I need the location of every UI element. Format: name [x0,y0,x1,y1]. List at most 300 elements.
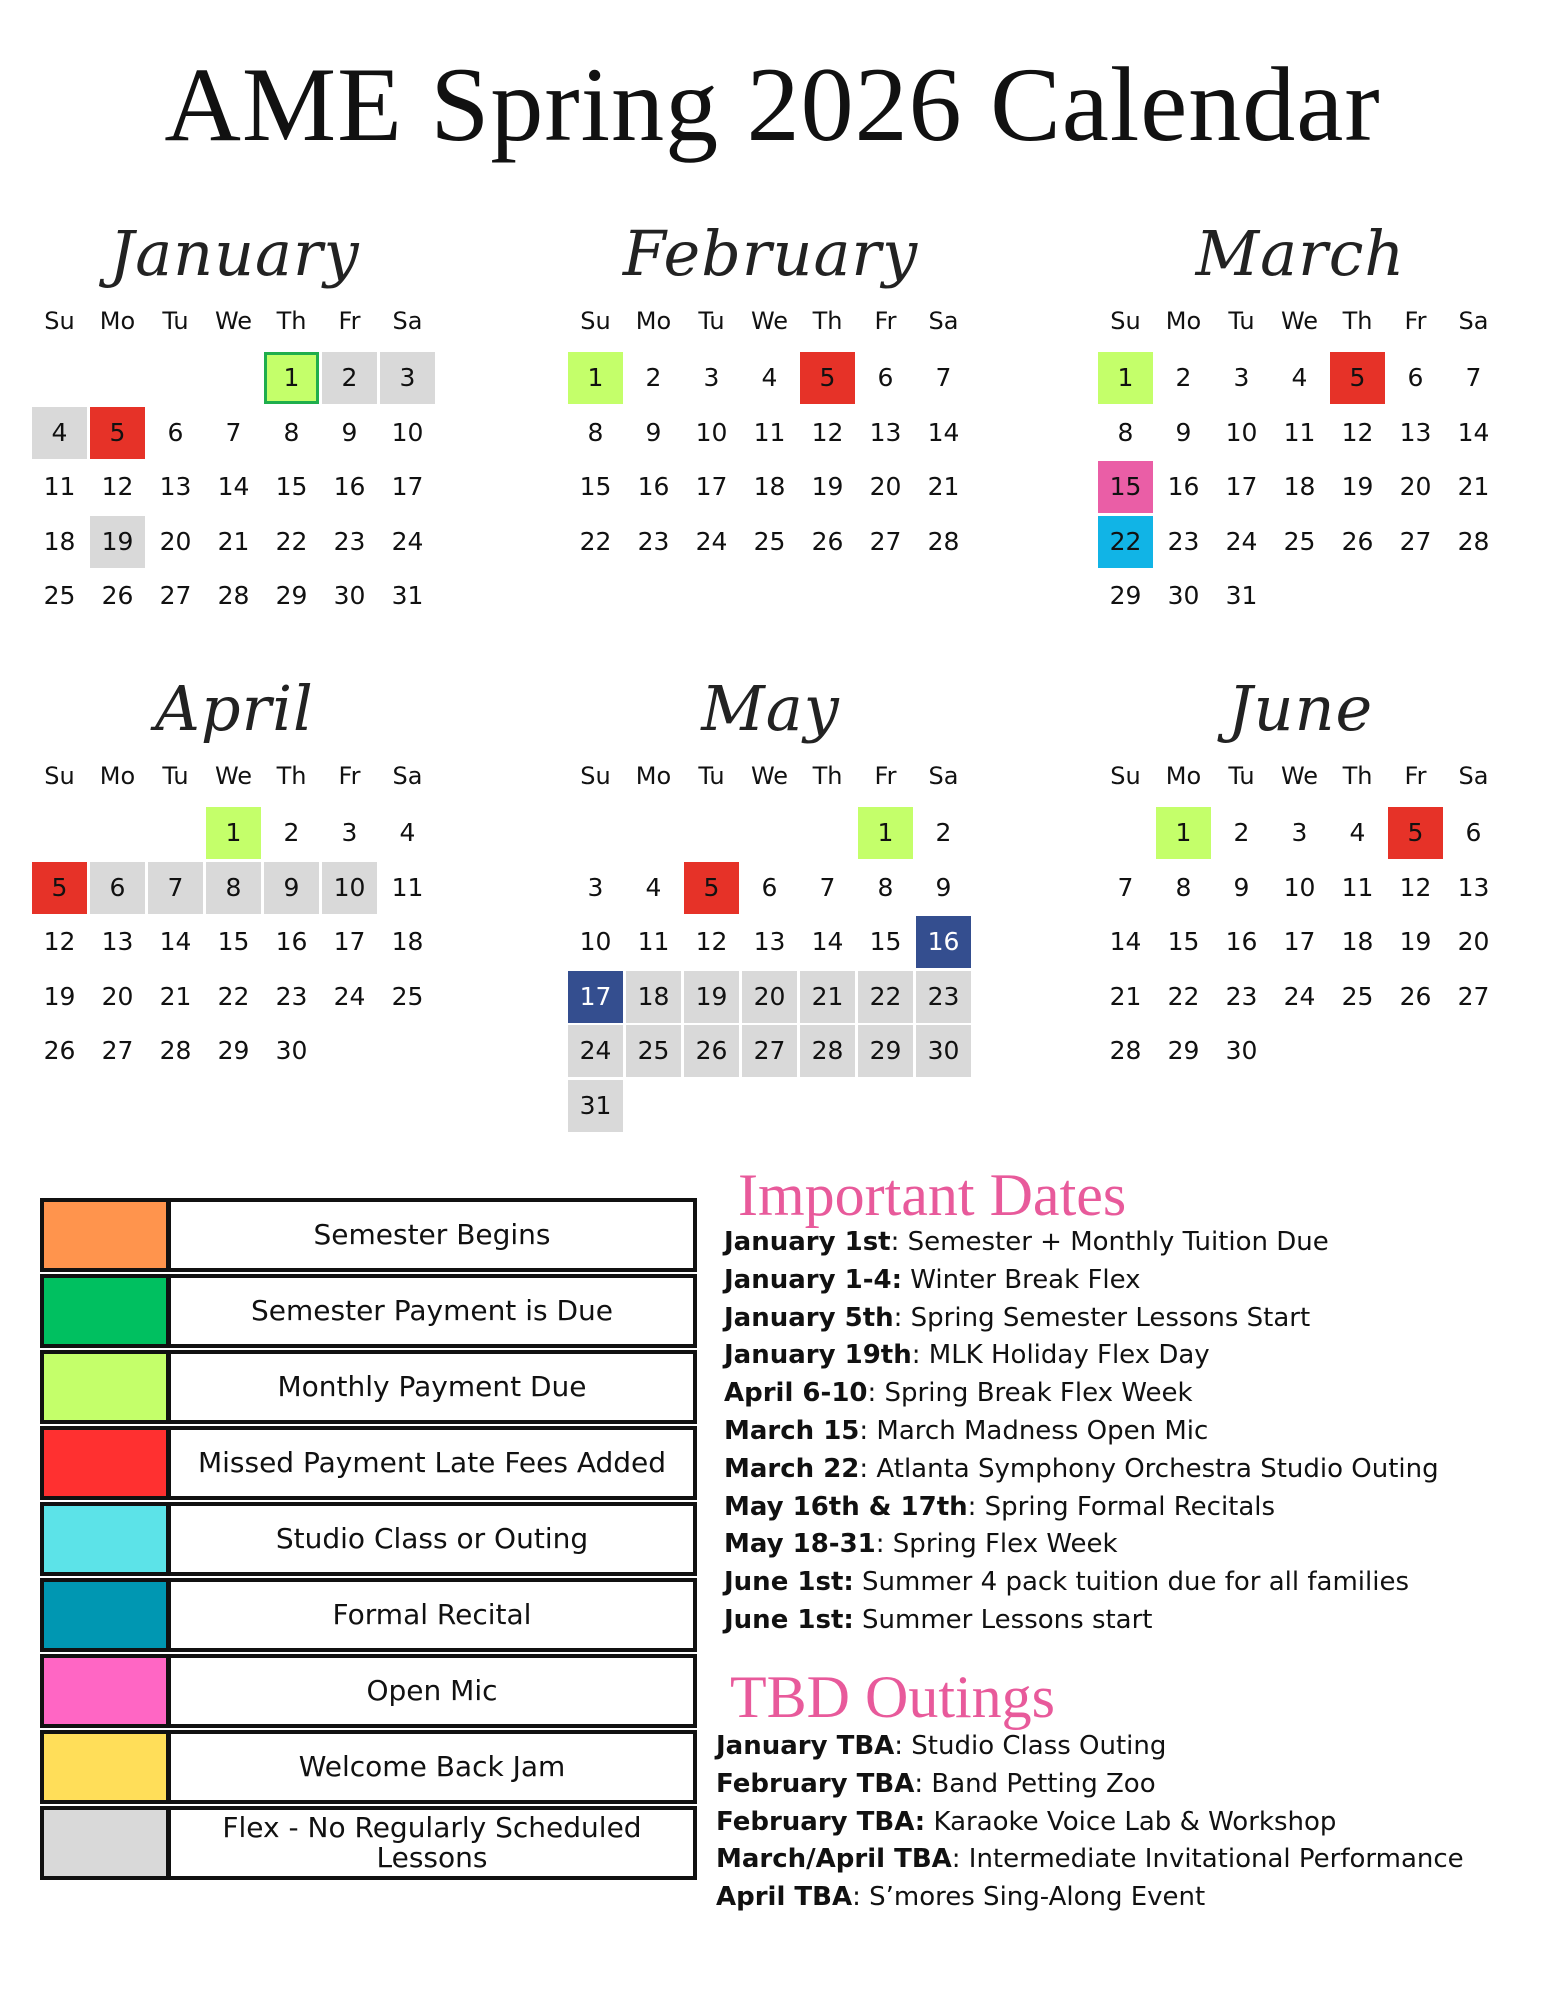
weekday-header: Tu [698,762,725,790]
day-cell: 16 [916,916,971,968]
legend-swatch [40,1730,170,1804]
day-cell: 14 [927,417,960,447]
day-cell: 3 [587,872,604,902]
day-cell: 8 [587,417,604,447]
day-cell: 16 [275,927,308,956]
date-description: : Spring Semester Lessons Start [893,1302,1311,1333]
day-cell: 5 [1388,807,1443,859]
date-description: : MLK Holiday Flex Day [911,1340,1210,1371]
date-item [716,1843,1464,1875]
day-cell: 23 [333,526,366,556]
weekday-header: We [750,307,789,335]
day-cell: 19 [684,971,739,1023]
day-cell: 7 [1117,872,1134,902]
date-label: March/April TBA [716,1844,952,1875]
legend-label: Semester Begins [170,1198,697,1272]
weekday-header: Mo [99,307,136,335]
weekday-header: We [1280,307,1319,335]
date-label: May 18-31 [724,1529,876,1560]
day-cell: 17 [391,472,424,501]
day-cell: 12 [1399,872,1432,902]
day-cell: 8 [283,417,300,447]
date-item [716,1881,1205,1913]
month-name: January [109,217,360,290]
date-item [724,1566,1409,1598]
weekday-header: Th [812,762,843,790]
day-cell: 1 [858,807,913,859]
date-description: Summer Lessons start [853,1605,1153,1635]
day-cell: 15 [869,927,902,956]
day-cell: 17 [333,927,366,956]
day-cell: 10 [322,862,377,914]
day-cell: 15 [579,472,612,501]
date-item [716,1806,1336,1838]
day-cell: 12 [811,417,844,447]
page-title: AME Spring 2026 Calendar [164,46,1381,163]
date-item [724,1604,1153,1636]
day-cell: 4 [1349,818,1366,847]
day-cell: 27 [101,1036,134,1065]
day-cell: 29 [1109,581,1142,610]
day-cell: 3 [380,352,435,404]
day-cell: 17 [1283,927,1316,956]
day-cell: 23 [275,981,308,1011]
legend-row [40,1654,697,1728]
legend-row [40,1198,697,1272]
weekday-header: Tu [162,762,189,790]
date-description: : Intermediate Invitational Performance [951,1844,1464,1875]
day-cell: 3 [1233,363,1250,392]
day-cell: 28 [927,526,960,556]
day-cell: 30 [1167,581,1200,610]
day-cell: 20 [742,971,797,1023]
day-cell: 6 [1465,818,1482,847]
day-cell: 4 [761,363,778,392]
month-name: May [701,672,840,745]
day-cell: 8 [877,872,894,902]
day-cell: 23 [637,526,670,556]
day-cell: 9 [1233,872,1250,902]
day-cell: 11 [753,417,786,447]
legend-label: Monthly Payment Due [170,1350,697,1424]
day-cell: 21 [927,472,960,501]
day-cell: 22 [858,971,913,1023]
day-cell: 30 [1225,1036,1258,1065]
day-cell: 25 [1341,981,1374,1011]
day-cell: 7 [1465,363,1482,392]
weekday-header: Fr [338,762,361,790]
day-cell: 14 [1109,927,1142,956]
day-cell: 25 [753,526,786,556]
weekday-header: Su [1110,762,1141,790]
day-cell: 24 [695,526,728,556]
date-label: January 5th [724,1302,894,1333]
weekday-header: Sa [1458,762,1489,790]
date-label: February TBA [716,1768,915,1799]
date-label: January TBA [716,1731,895,1761]
date-item [724,1491,1275,1523]
legend-swatch [40,1198,170,1272]
day-cell: 26 [684,1025,739,1077]
day-cell: 30 [333,581,366,610]
weekday-header: Mo [635,762,672,790]
day-cell: 22 [579,526,612,556]
weekday-header: Tu [1228,762,1255,790]
day-cell: 5 [800,352,855,404]
legend-swatch [40,1578,170,1652]
day-cell: 18 [1341,927,1374,956]
day-cell: 22 [1098,516,1153,568]
date-description: : Atlanta Symphony Orchestra Studio Outing [859,1453,1439,1484]
date-item [724,1453,1439,1485]
important-dates-heading: Important Dates [738,1162,1127,1228]
month-may [568,663,988,1120]
day-cell: 11 [1341,872,1374,902]
weekday-header: Mo [1165,307,1202,335]
date-label: June 1st: [724,1605,854,1635]
day-cell: 8 [1175,872,1192,902]
weekday-header: Sa [392,307,423,335]
day-cell: 27 [1457,981,1490,1011]
weekday-header: Su [44,762,75,790]
weekday-header: We [214,307,253,335]
date-item [724,1302,1310,1334]
day-cell: 31 [568,1080,623,1132]
date-description: Winter Break Flex [901,1264,1141,1295]
day-cell: 9 [645,417,662,447]
day-cell: 10 [695,417,728,447]
date-item [724,1377,1193,1409]
day-cell: 26 [1399,981,1432,1011]
day-cell: 12 [43,927,76,956]
legend-label: Semester Payment is Due [170,1274,697,1348]
day-cell: 9 [264,862,319,914]
weekday-header: Th [1342,762,1373,790]
date-description: : Spring Formal Recitals [967,1491,1276,1522]
day-cell: 5 [90,407,145,459]
day-cell: 21 [217,526,250,556]
weekday-header: Su [580,307,611,335]
weekday-header: Sa [928,307,959,335]
weekday-header: Th [1342,307,1373,335]
day-cell: 15 [1098,461,1153,513]
weekday-header: Th [812,307,843,335]
weekday-header: We [214,762,253,790]
day-cell: 22 [1167,981,1200,1011]
day-cell: 1 [1098,352,1153,404]
month-name: April [155,672,314,745]
day-cell: 26 [1341,526,1374,556]
legend-row [40,1350,697,1424]
day-cell: 18 [753,472,786,501]
day-cell: 13 [1457,872,1490,902]
day-cell: 6 [877,363,894,392]
day-cell: 15 [275,472,308,501]
day-cell: 9 [935,872,952,902]
weekday-header: Su [580,762,611,790]
day-cell: 7 [935,363,952,392]
day-cell: 12 [695,927,728,956]
legend-row [40,1578,697,1652]
date-description: : Semester + Monthly Tuition Due [890,1227,1329,1257]
date-label: April 6-10 [724,1378,868,1409]
day-cell: 11 [637,927,670,956]
day-cell: 5 [684,862,739,914]
day-cell: 29 [1167,1036,1200,1065]
day-cell: 4 [32,407,87,459]
weekday-header: Tu [698,307,725,335]
legend-label: Studio Class or Outing [170,1502,697,1576]
day-cell: 12 [101,472,134,501]
legend-label: Flex - No Regularly Scheduled Lessons [170,1806,697,1880]
day-cell: 16 [1225,927,1258,956]
date-description: : March Madness Open Mic [859,1416,1209,1446]
day-cell: 14 [159,927,192,956]
day-cell: 22 [275,526,308,556]
date-item [724,1528,1118,1560]
day-cell: 11 [391,872,424,902]
legend-row [40,1274,697,1348]
day-cell: 8 [1117,417,1134,447]
day-cell: 28 [800,1025,855,1077]
day-cell: 21 [1109,981,1142,1011]
month-name: March [1195,217,1406,290]
day-cell: 29 [275,581,308,610]
day-cell: 29 [858,1025,913,1077]
date-label: June 1st: [724,1567,854,1598]
date-label: May 16th & 17th [724,1491,968,1522]
date-item [716,1768,1156,1800]
day-cell: 6 [167,417,184,447]
weekday-header: Tu [1228,307,1255,335]
day-cell: 5 [1330,352,1385,404]
day-cell: 21 [159,981,192,1011]
day-cell: 13 [1399,417,1432,447]
day-cell: 13 [753,927,786,956]
day-cell: 27 [159,581,192,610]
weekday-header: Sa [1458,307,1489,335]
day-cell: 12 [1341,417,1374,447]
day-cell: 14 [1457,417,1490,447]
legend-swatch [40,1350,170,1424]
day-cell: 15 [217,927,250,956]
legend-swatch [40,1654,170,1728]
day-cell: 28 [217,581,250,610]
month-april [32,663,452,1083]
day-cell: 2 [935,818,952,847]
weekday-header: Fr [1404,307,1427,335]
day-cell: 3 [703,363,720,392]
day-cell: 19 [811,472,844,501]
day-cell: 24 [1225,526,1258,556]
weekday-header: We [750,762,789,790]
tbd-outings-heading: TBD Outings [730,1664,1056,1730]
day-cell: 9 [341,417,358,447]
day-cell: 20 [869,472,902,501]
day-cell: 13 [101,927,134,956]
legend-row [40,1730,697,1804]
day-cell: 4 [1291,363,1308,392]
day-cell: 31 [1225,581,1258,610]
legend-label: Open Mic [170,1654,697,1728]
day-cell: 10 [1283,872,1316,902]
date-description: : Band Petting Zoo [914,1768,1156,1799]
day-cell: 2 [1175,363,1192,392]
color-legend [40,1198,697,1882]
day-cell: 3 [341,818,358,847]
day-cell: 20 [159,526,192,556]
day-cell: 19 [1399,927,1432,956]
day-cell: 1 [206,807,261,859]
day-cell: 24 [1283,981,1316,1011]
weekday-header: Sa [392,762,423,790]
day-cell: 15 [1167,927,1200,956]
day-cell: 1 [264,352,319,404]
date-label: March 22 [724,1453,860,1484]
weekday-header: Sa [928,762,959,790]
day-cell: 17 [568,971,623,1023]
day-cell: 20 [1457,927,1490,956]
day-cell: 13 [159,472,192,501]
weekday-header: Fr [874,762,897,790]
weekday-header: Su [44,307,75,335]
day-cell: 4 [645,872,662,902]
day-cell: 25 [626,1025,681,1077]
day-cell: 2 [283,818,300,847]
day-cell: 18 [1283,472,1316,501]
day-cell: 2 [1233,818,1250,847]
legend-row [40,1806,697,1880]
weekday-header: Tu [162,307,189,335]
legend-label: Welcome Back Jam [170,1730,697,1804]
day-cell: 18 [626,971,681,1023]
day-cell: 14 [811,927,844,956]
day-cell: 19 [43,981,76,1011]
day-cell: 26 [43,1036,76,1065]
legend-row [40,1426,697,1500]
day-cell: 30 [275,1036,308,1065]
day-cell: 25 [391,981,424,1011]
day-cell: 17 [1225,472,1258,501]
date-description: : Spring Flex Week [875,1529,1118,1560]
day-cell: 22 [217,981,250,1011]
day-cell: 26 [101,581,134,610]
legend-label: Formal Recital [170,1578,697,1652]
day-cell: 10 [579,927,612,956]
day-cell: 3 [1291,818,1308,847]
day-cell: 25 [43,581,76,610]
day-cell: 28 [159,1036,192,1065]
date-description: : Studio Class Outing [894,1731,1167,1761]
day-cell: 29 [217,1036,250,1065]
day-cell: 2 [645,363,662,392]
day-cell: 18 [391,927,424,956]
day-cell: 18 [43,526,76,556]
legend-swatch [40,1502,170,1576]
day-cell: 7 [819,872,836,902]
day-cell: 21 [800,971,855,1023]
day-cell: 6 [761,872,778,902]
date-label: January 19th [724,1340,912,1371]
legend-label: Missed Payment Late Fees Added [170,1426,697,1500]
day-cell: 24 [333,981,366,1011]
month-name: June [1227,672,1374,745]
date-item [724,1415,1208,1447]
day-cell: 1 [1156,807,1211,859]
legend-swatch [40,1426,170,1500]
day-cell: 17 [695,472,728,501]
weekday-header: Fr [1404,762,1427,790]
day-cell: 19 [1341,472,1374,501]
day-cell: 10 [391,417,424,447]
weekday-header: Su [1110,307,1141,335]
date-label: January 1-4: [724,1264,902,1295]
legend-swatch [40,1274,170,1348]
weekday-header: Mo [635,307,672,335]
date-item [724,1339,1210,1371]
day-cell: 6 [1407,363,1424,392]
day-cell: 6 [90,862,145,914]
day-cell: 23 [916,971,971,1023]
day-cell: 30 [916,1025,971,1077]
day-cell: 23 [1225,981,1258,1011]
day-cell: 27 [869,526,902,556]
day-cell: 27 [742,1025,797,1077]
month-january [32,208,452,628]
date-item [716,1730,1166,1762]
date-label: February TBA: [716,1806,926,1837]
date-description: Karaoke Voice Lab & Workshop [925,1806,1337,1837]
day-cell: 5 [32,862,87,914]
date-description: : Spring Break Flex Week [867,1378,1193,1409]
day-cell: 8 [206,862,261,914]
day-cell: 28 [1109,1036,1142,1065]
day-cell: 20 [1399,472,1432,501]
month-name: February [622,217,919,290]
day-cell: 19 [90,516,145,568]
day-cell: 20 [101,981,134,1011]
day-cell: 16 [637,472,670,501]
month-march [1098,208,1518,628]
weekday-header: Fr [338,307,361,335]
legend-row [40,1502,697,1576]
legend-swatch [40,1806,170,1880]
day-cell: 31 [391,581,424,610]
date-item [724,1264,1141,1296]
date-label: April TBA [716,1882,853,1913]
date-description: : S’mores Sing-Along Event [852,1882,1206,1913]
day-cell: 1 [568,352,623,404]
day-cell: 7 [225,417,242,447]
weekday-header: We [1280,762,1319,790]
weekday-header: Fr [874,307,897,335]
date-item [724,1226,1329,1258]
day-cell: 25 [1283,526,1316,556]
day-cell: 4 [399,818,416,847]
day-cell: 16 [333,472,366,501]
weekday-header: Th [276,307,307,335]
day-cell: 13 [869,417,902,447]
day-cell: 10 [1225,417,1258,447]
day-cell: 27 [1399,526,1432,556]
date-label: January 1st [724,1227,891,1257]
weekday-header: Th [276,762,307,790]
date-description: Summer 4 pack tuition due for all families [853,1567,1409,1598]
weekday-header: Mo [99,762,136,790]
day-cell: 16 [1167,472,1200,501]
weekday-header: Mo [1165,762,1202,790]
day-cell: 14 [217,472,250,501]
